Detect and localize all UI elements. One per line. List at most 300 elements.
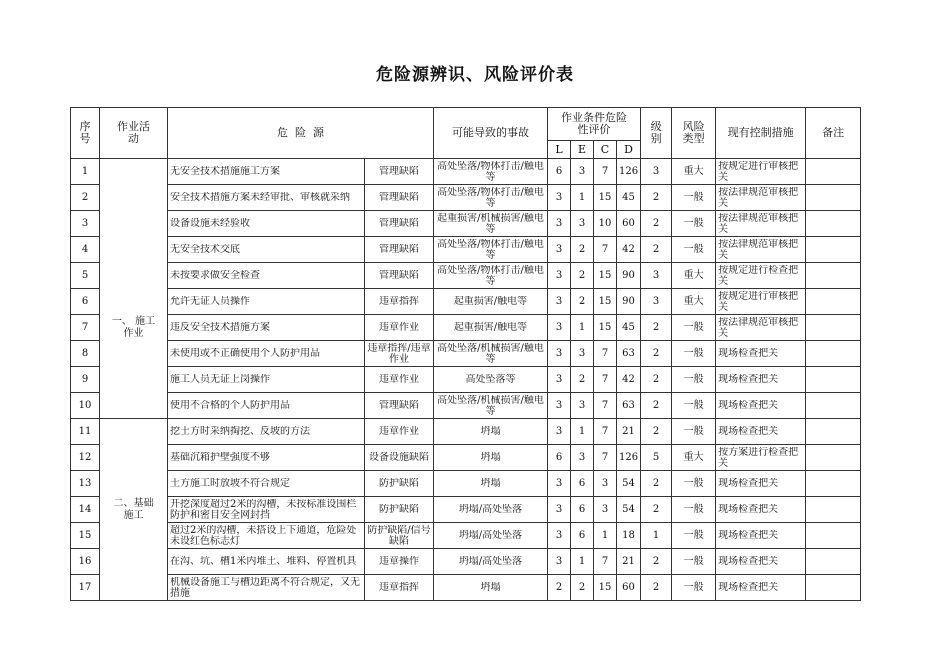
header-remarks: 备注	[806, 108, 861, 159]
hazard-cell-text: 土方施工时放坡不符合规定	[170, 478, 290, 489]
header-E: E	[571, 141, 594, 159]
D-cell: 54	[617, 497, 641, 523]
hazard-cell	[168, 237, 365, 263]
header-condition: 作业条件危险性评价	[548, 108, 641, 141]
D-cell: 45	[617, 185, 641, 211]
seq-cell: 14	[71, 497, 100, 523]
level-cell: 1	[641, 523, 672, 549]
activity-label: 二、基础施工	[113, 497, 154, 521]
activity-label: 一、 施工作业	[111, 315, 156, 339]
accident-cell-text: 坍塌	[480, 478, 501, 489]
accident-cell-text: 起重损害/机械损害/触电等	[437, 213, 544, 234]
seq-cell: 7	[71, 315, 100, 341]
hazard-cell-text: 设备设施未经验收	[170, 218, 250, 229]
header-controls: 现有控制措施	[716, 108, 806, 159]
level-cell: 2	[641, 575, 672, 601]
seq-cell: 9	[71, 367, 100, 393]
hazard-cell-text: 开挖深度超过2米的沟槽，未按标准设围栏防护和密目安全网封挡	[170, 498, 357, 521]
C-cell: 10	[594, 211, 617, 237]
level-cell: 3	[641, 263, 672, 289]
hazard-cell	[168, 211, 365, 237]
level-cell: 2	[641, 549, 672, 575]
cause-cell	[365, 315, 434, 341]
control-cell	[716, 341, 806, 367]
D-cell: 18	[617, 523, 641, 549]
cause-cell-text: 管理缺陷	[379, 400, 419, 411]
table-row	[71, 523, 861, 549]
L-cell: 3	[548, 549, 571, 575]
risk-type-cell: 一般	[672, 211, 716, 237]
E-cell: 2	[571, 289, 594, 315]
C-cell: 15	[594, 185, 617, 211]
level-cell: 2	[641, 419, 672, 445]
header-C: C	[594, 141, 617, 159]
risk-type-cell: 一般	[672, 497, 716, 523]
L-cell: 6	[548, 159, 571, 185]
cause-cell-text: 防护缺陷	[379, 478, 419, 489]
cause-cell	[365, 549, 434, 575]
hazard-cell-text: 未使用或不正确使用个人防护用品	[170, 348, 320, 359]
seq-cell: 5	[71, 263, 100, 289]
accident-cell	[434, 419, 548, 445]
accident-cell	[434, 159, 548, 185]
level-cell: 3	[641, 159, 672, 185]
remarks-cell	[806, 471, 861, 497]
C-cell: 7	[594, 445, 617, 471]
control-cell	[716, 497, 806, 523]
risk-type-cell: 一般	[672, 393, 716, 419]
header-D: D	[617, 141, 641, 159]
cause-cell	[365, 263, 434, 289]
risk-type-cell: 一般	[672, 341, 716, 367]
risk-type-cell: 一般	[672, 185, 716, 211]
D-cell: 54	[617, 471, 641, 497]
cause-cell-text: 违章指挥	[379, 582, 419, 593]
hazard-cell	[168, 315, 365, 341]
remarks-cell	[806, 497, 861, 523]
control-cell	[716, 211, 806, 237]
control-cell	[716, 185, 806, 211]
accident-cell	[434, 471, 548, 497]
D-cell: 90	[617, 263, 641, 289]
remarks-cell	[806, 419, 861, 445]
level-cell: 3	[641, 289, 672, 315]
L-cell: 2	[548, 575, 571, 601]
cause-cell	[365, 445, 434, 471]
accident-cell-text: 高处坠落等	[465, 374, 516, 385]
hazard-cell-text: 在沟、坑、槽1米内堆土、堆料、停置机具	[170, 556, 357, 567]
control-cell-text: 按规定进行审核把关	[718, 161, 799, 182]
control-cell-text: 按法律规范审核把关	[718, 187, 799, 208]
seq-cell: 4	[71, 237, 100, 263]
seq-cell: 15	[71, 523, 100, 549]
table-row	[71, 471, 861, 497]
C-cell: 15	[594, 263, 617, 289]
cause-cell-text: 管理缺陷	[379, 166, 419, 177]
control-cell	[716, 393, 806, 419]
accident-cell-text: 起重损害/触电等	[453, 322, 528, 333]
remarks-cell	[806, 211, 861, 237]
E-cell: 2	[571, 367, 594, 393]
activity-cell	[100, 419, 168, 601]
hazard-cell-text: 超过2米的沟槽，未搭设上下通道，危险处未设红色标志灯	[170, 524, 357, 547]
L-cell: 3	[548, 211, 571, 237]
hazard-cell-text: 安全技术措施方案未经审批、审核就采纳	[170, 192, 350, 203]
C-cell: 7	[594, 159, 617, 185]
cause-cell	[365, 419, 434, 445]
control-cell-text: 现场检查把关	[718, 478, 779, 489]
L-cell: 3	[548, 263, 571, 289]
accident-cell-text: 坍塌	[480, 426, 501, 437]
cause-cell-text: 违章作业	[379, 322, 419, 333]
accident-cell-text: 高处坠落/物体打击/触电等	[437, 239, 544, 260]
D-cell: 63	[617, 393, 641, 419]
table-row	[71, 549, 861, 575]
C-cell: 7	[594, 419, 617, 445]
cause-cell-text: 违章指挥	[379, 296, 419, 307]
remarks-cell	[806, 237, 861, 263]
cause-cell-text: 违章作业	[379, 374, 419, 385]
cause-cell-text: 违章指挥/违章作业	[367, 343, 431, 364]
C-cell: 15	[594, 289, 617, 315]
control-cell	[716, 549, 806, 575]
accident-cell-text: 坍塌	[480, 452, 501, 463]
table-row	[71, 185, 861, 211]
cause-cell	[365, 575, 434, 601]
risk-type-cell: 一般	[672, 419, 716, 445]
accident-cell-text: 坍塌/高处坠落	[458, 530, 523, 541]
L-cell: 3	[548, 419, 571, 445]
E-cell: 2	[571, 237, 594, 263]
hazard-cell	[168, 445, 365, 471]
table-row	[71, 445, 861, 471]
E-cell: 3	[571, 341, 594, 367]
L-cell: 3	[548, 315, 571, 341]
hazard-cell	[168, 393, 365, 419]
L-cell: 3	[548, 289, 571, 315]
hazard-cell-text: 无安全技术措施施工方案	[170, 166, 280, 177]
table-row	[71, 367, 861, 393]
control-cell-text: 现场检查把关	[718, 348, 779, 359]
cause-cell	[365, 471, 434, 497]
C-cell: 7	[594, 341, 617, 367]
risk-type-cell: 重大	[672, 445, 716, 471]
cause-cell	[365, 367, 434, 393]
seq-cell: 3	[71, 211, 100, 237]
D-cell: 45	[617, 315, 641, 341]
header-activity: 作业活动	[100, 108, 168, 159]
seq-cell: 17	[71, 575, 100, 601]
L-cell: 3	[548, 237, 571, 263]
level-cell: 2	[641, 341, 672, 367]
hazard-cell-text: 施工人员无证上岗操作	[170, 374, 270, 385]
table-row	[71, 393, 861, 419]
seq-cell: 10	[71, 393, 100, 419]
control-cell	[716, 471, 806, 497]
E-cell: 3	[571, 159, 594, 185]
header-level: 级别	[641, 108, 672, 159]
table-row	[71, 315, 861, 341]
risk-type-cell: 一般	[672, 315, 716, 341]
accident-cell	[434, 211, 548, 237]
level-cell: 2	[641, 185, 672, 211]
E-cell: 2	[571, 263, 594, 289]
D-cell: 42	[617, 367, 641, 393]
D-cell: 60	[617, 211, 641, 237]
remarks-cell	[806, 315, 861, 341]
E-cell: 1	[571, 549, 594, 575]
accident-cell-text: 高处坠落/物体打击/触电等	[437, 187, 544, 208]
hazard-cell	[168, 289, 365, 315]
seq-cell: 11	[71, 419, 100, 445]
risk-type-cell: 一般	[672, 367, 716, 393]
accident-cell-text: 起重损害/触电等	[453, 296, 528, 307]
activity-cell	[100, 159, 168, 419]
level-cell: 2	[641, 211, 672, 237]
control-cell	[716, 289, 806, 315]
risk-type-cell: 重大	[672, 289, 716, 315]
D-cell: 42	[617, 237, 641, 263]
E-cell: 1	[571, 315, 594, 341]
header-row	[71, 108, 861, 141]
control-cell	[716, 263, 806, 289]
table-row	[71, 419, 861, 445]
control-cell-text: 按法律规范审核把关	[718, 213, 799, 234]
risk-type-cell: 一般	[672, 237, 716, 263]
C-cell: 3	[594, 471, 617, 497]
E-cell: 1	[571, 185, 594, 211]
D-cell: 90	[617, 289, 641, 315]
E-cell: 6	[571, 497, 594, 523]
seq-cell: 1	[71, 159, 100, 185]
accident-cell	[434, 523, 548, 549]
hazard-cell-text: 违反安全技术措施方案	[170, 322, 270, 333]
E-cell: 6	[571, 523, 594, 549]
cause-cell-text: 管理缺陷	[379, 270, 419, 281]
seq-cell: 16	[71, 549, 100, 575]
control-cell-text: 按方案进行检查把关	[718, 447, 799, 468]
header-hazard: 危 险 源	[168, 108, 434, 159]
control-cell-text: 现场检查把关	[718, 374, 779, 385]
D-cell: 21	[617, 549, 641, 575]
table-row	[71, 263, 861, 289]
hazard-cell-text: 机械设备施工与槽边距离不符合规定，又无措施	[170, 576, 360, 599]
seq-cell: 2	[71, 185, 100, 211]
C-cell: 7	[594, 549, 617, 575]
table-row	[71, 211, 861, 237]
hazard-cell-text: 基础沉箱护壁强度不够	[170, 452, 270, 463]
cause-cell	[365, 159, 434, 185]
hazard-cell	[168, 419, 365, 445]
C-cell: 7	[594, 393, 617, 419]
remarks-cell	[806, 523, 861, 549]
hazard-cell	[168, 367, 365, 393]
L-cell: 3	[548, 497, 571, 523]
cause-cell	[365, 237, 434, 263]
remarks-cell	[806, 393, 861, 419]
risk-type-cell: 一般	[672, 549, 716, 575]
L-cell: 3	[548, 341, 571, 367]
control-cell	[716, 523, 806, 549]
control-cell-text: 现场检查把关	[718, 400, 779, 411]
seq-cell: 12	[71, 445, 100, 471]
risk-type-cell: 一般	[672, 575, 716, 601]
control-cell	[716, 315, 806, 341]
level-cell: 2	[641, 393, 672, 419]
D-cell: 63	[617, 341, 641, 367]
accident-cell-text: 高处坠落/物体打击/触电等	[437, 161, 544, 182]
accident-cell	[434, 393, 548, 419]
seq-cell: 13	[71, 471, 100, 497]
level-cell: 2	[641, 497, 672, 523]
page-title: 危险源辨识、风险评价表	[376, 65, 574, 85]
C-cell: 15	[594, 575, 617, 601]
accident-cell	[434, 549, 548, 575]
control-cell-text: 按法律规范审核把关	[718, 317, 799, 338]
header-risk-type: 风险类型	[672, 108, 716, 159]
remarks-cell	[806, 263, 861, 289]
table-row	[71, 237, 861, 263]
risk-type-cell: 重大	[672, 263, 716, 289]
C-cell: 1	[594, 523, 617, 549]
accident-cell-text: 坍塌	[480, 582, 501, 593]
header-seq: 序号	[71, 108, 100, 159]
accident-cell	[434, 445, 548, 471]
hazard-cell	[168, 341, 365, 367]
control-cell-text: 现场检查把关	[718, 582, 779, 593]
hazard-cell	[168, 263, 365, 289]
hazard-cell	[168, 471, 365, 497]
cause-cell	[365, 211, 434, 237]
control-cell-text: 按法律规范审核把关	[718, 239, 799, 260]
table-row	[71, 575, 861, 601]
D-cell: 21	[617, 419, 641, 445]
remarks-cell	[806, 549, 861, 575]
L-cell: 3	[548, 393, 571, 419]
E-cell: 3	[571, 211, 594, 237]
level-cell: 2	[641, 237, 672, 263]
E-cell: 1	[571, 419, 594, 445]
L-cell: 3	[548, 523, 571, 549]
accident-cell	[434, 263, 548, 289]
E-cell: 3	[571, 393, 594, 419]
E-cell: 6	[571, 471, 594, 497]
accident-cell	[434, 341, 548, 367]
cause-cell	[365, 341, 434, 367]
control-cell-text: 按规定进行检查把关	[718, 265, 799, 286]
E-cell: 2	[571, 575, 594, 601]
accident-cell-text: 高处坠落/机械损害/触电等	[437, 395, 544, 416]
hazard-cell	[168, 549, 365, 575]
accident-cell-text: 坍塌/高处坠落	[458, 504, 523, 515]
accident-cell	[434, 185, 548, 211]
C-cell: 7	[594, 367, 617, 393]
cause-cell-text: 管理缺陷	[379, 192, 419, 203]
accident-cell	[434, 575, 548, 601]
seq-cell: 8	[71, 341, 100, 367]
accident-cell	[434, 315, 548, 341]
hazard-cell	[168, 159, 365, 185]
hazard-cell-text: 挖土方时采纳掏挖、反坡的方法	[170, 426, 310, 437]
remarks-cell	[806, 367, 861, 393]
cause-cell	[365, 393, 434, 419]
cause-cell-text: 防护缺陷	[379, 504, 419, 515]
control-cell	[716, 575, 806, 601]
L-cell: 3	[548, 185, 571, 211]
hazard-cell	[168, 497, 365, 523]
C-cell: 15	[594, 315, 617, 341]
L-cell: 6	[548, 445, 571, 471]
L-cell: 3	[548, 367, 571, 393]
control-cell-text: 现场检查把关	[718, 426, 779, 437]
cause-cell-text: 管理缺陷	[379, 244, 419, 255]
control-cell-text: 现场检查把关	[718, 556, 779, 567]
risk-table	[70, 107, 861, 601]
header-L: L	[548, 141, 571, 159]
level-cell: 5	[641, 445, 672, 471]
E-cell: 3	[571, 445, 594, 471]
cause-cell-text: 设备设施缺陷	[369, 452, 429, 463]
cause-cell-text: 防护缺陷/信号缺陷	[367, 525, 431, 546]
risk-type-cell: 一般	[672, 471, 716, 497]
accident-cell-text: 坍塌/高处坠落	[458, 556, 523, 567]
control-cell	[716, 367, 806, 393]
remarks-cell	[806, 185, 861, 211]
C-cell: 7	[594, 237, 617, 263]
header-accident: 可能导致的事故	[434, 108, 548, 159]
table-row	[71, 289, 861, 315]
accident-cell	[434, 289, 548, 315]
accident-cell	[434, 367, 548, 393]
level-cell: 2	[641, 367, 672, 393]
risk-type-cell: 重大	[672, 159, 716, 185]
control-cell-text: 现场检查把关	[718, 504, 779, 515]
C-cell: 3	[594, 497, 617, 523]
level-cell: 2	[641, 471, 672, 497]
control-cell	[716, 419, 806, 445]
hazard-cell-text: 无安全技术交底	[170, 244, 240, 255]
L-cell: 3	[548, 471, 571, 497]
accident-cell	[434, 237, 548, 263]
control-cell	[716, 445, 806, 471]
remarks-cell	[806, 159, 861, 185]
hazard-cell	[168, 185, 365, 211]
cause-cell-text: 管理缺陷	[379, 218, 419, 229]
table-row	[71, 159, 861, 185]
risk-type-cell: 一般	[672, 523, 716, 549]
seq-cell: 6	[71, 289, 100, 315]
control-cell-text: 按规定进行审核把关	[718, 291, 799, 312]
table-row	[71, 497, 861, 523]
cause-cell-text: 违章操作	[379, 556, 419, 567]
hazard-cell-text: 未按要求做安全检查	[170, 270, 260, 281]
cause-cell	[365, 497, 434, 523]
D-cell: 60	[617, 575, 641, 601]
hazard-cell	[168, 523, 365, 549]
cause-cell-text: 违章作业	[379, 426, 419, 437]
cause-cell	[365, 289, 434, 315]
control-cell-text: 现场检查把关	[718, 530, 779, 541]
table-row	[71, 341, 861, 367]
D-cell: 126	[617, 159, 641, 185]
accident-cell-text: 高处坠落/物体打击/触电等	[437, 265, 544, 286]
hazard-cell-text: 允许无证人员操作	[170, 296, 250, 307]
hazard-cell	[168, 575, 365, 601]
remarks-cell	[806, 575, 861, 601]
control-cell	[716, 159, 806, 185]
level-cell: 2	[641, 315, 672, 341]
cause-cell	[365, 523, 434, 549]
